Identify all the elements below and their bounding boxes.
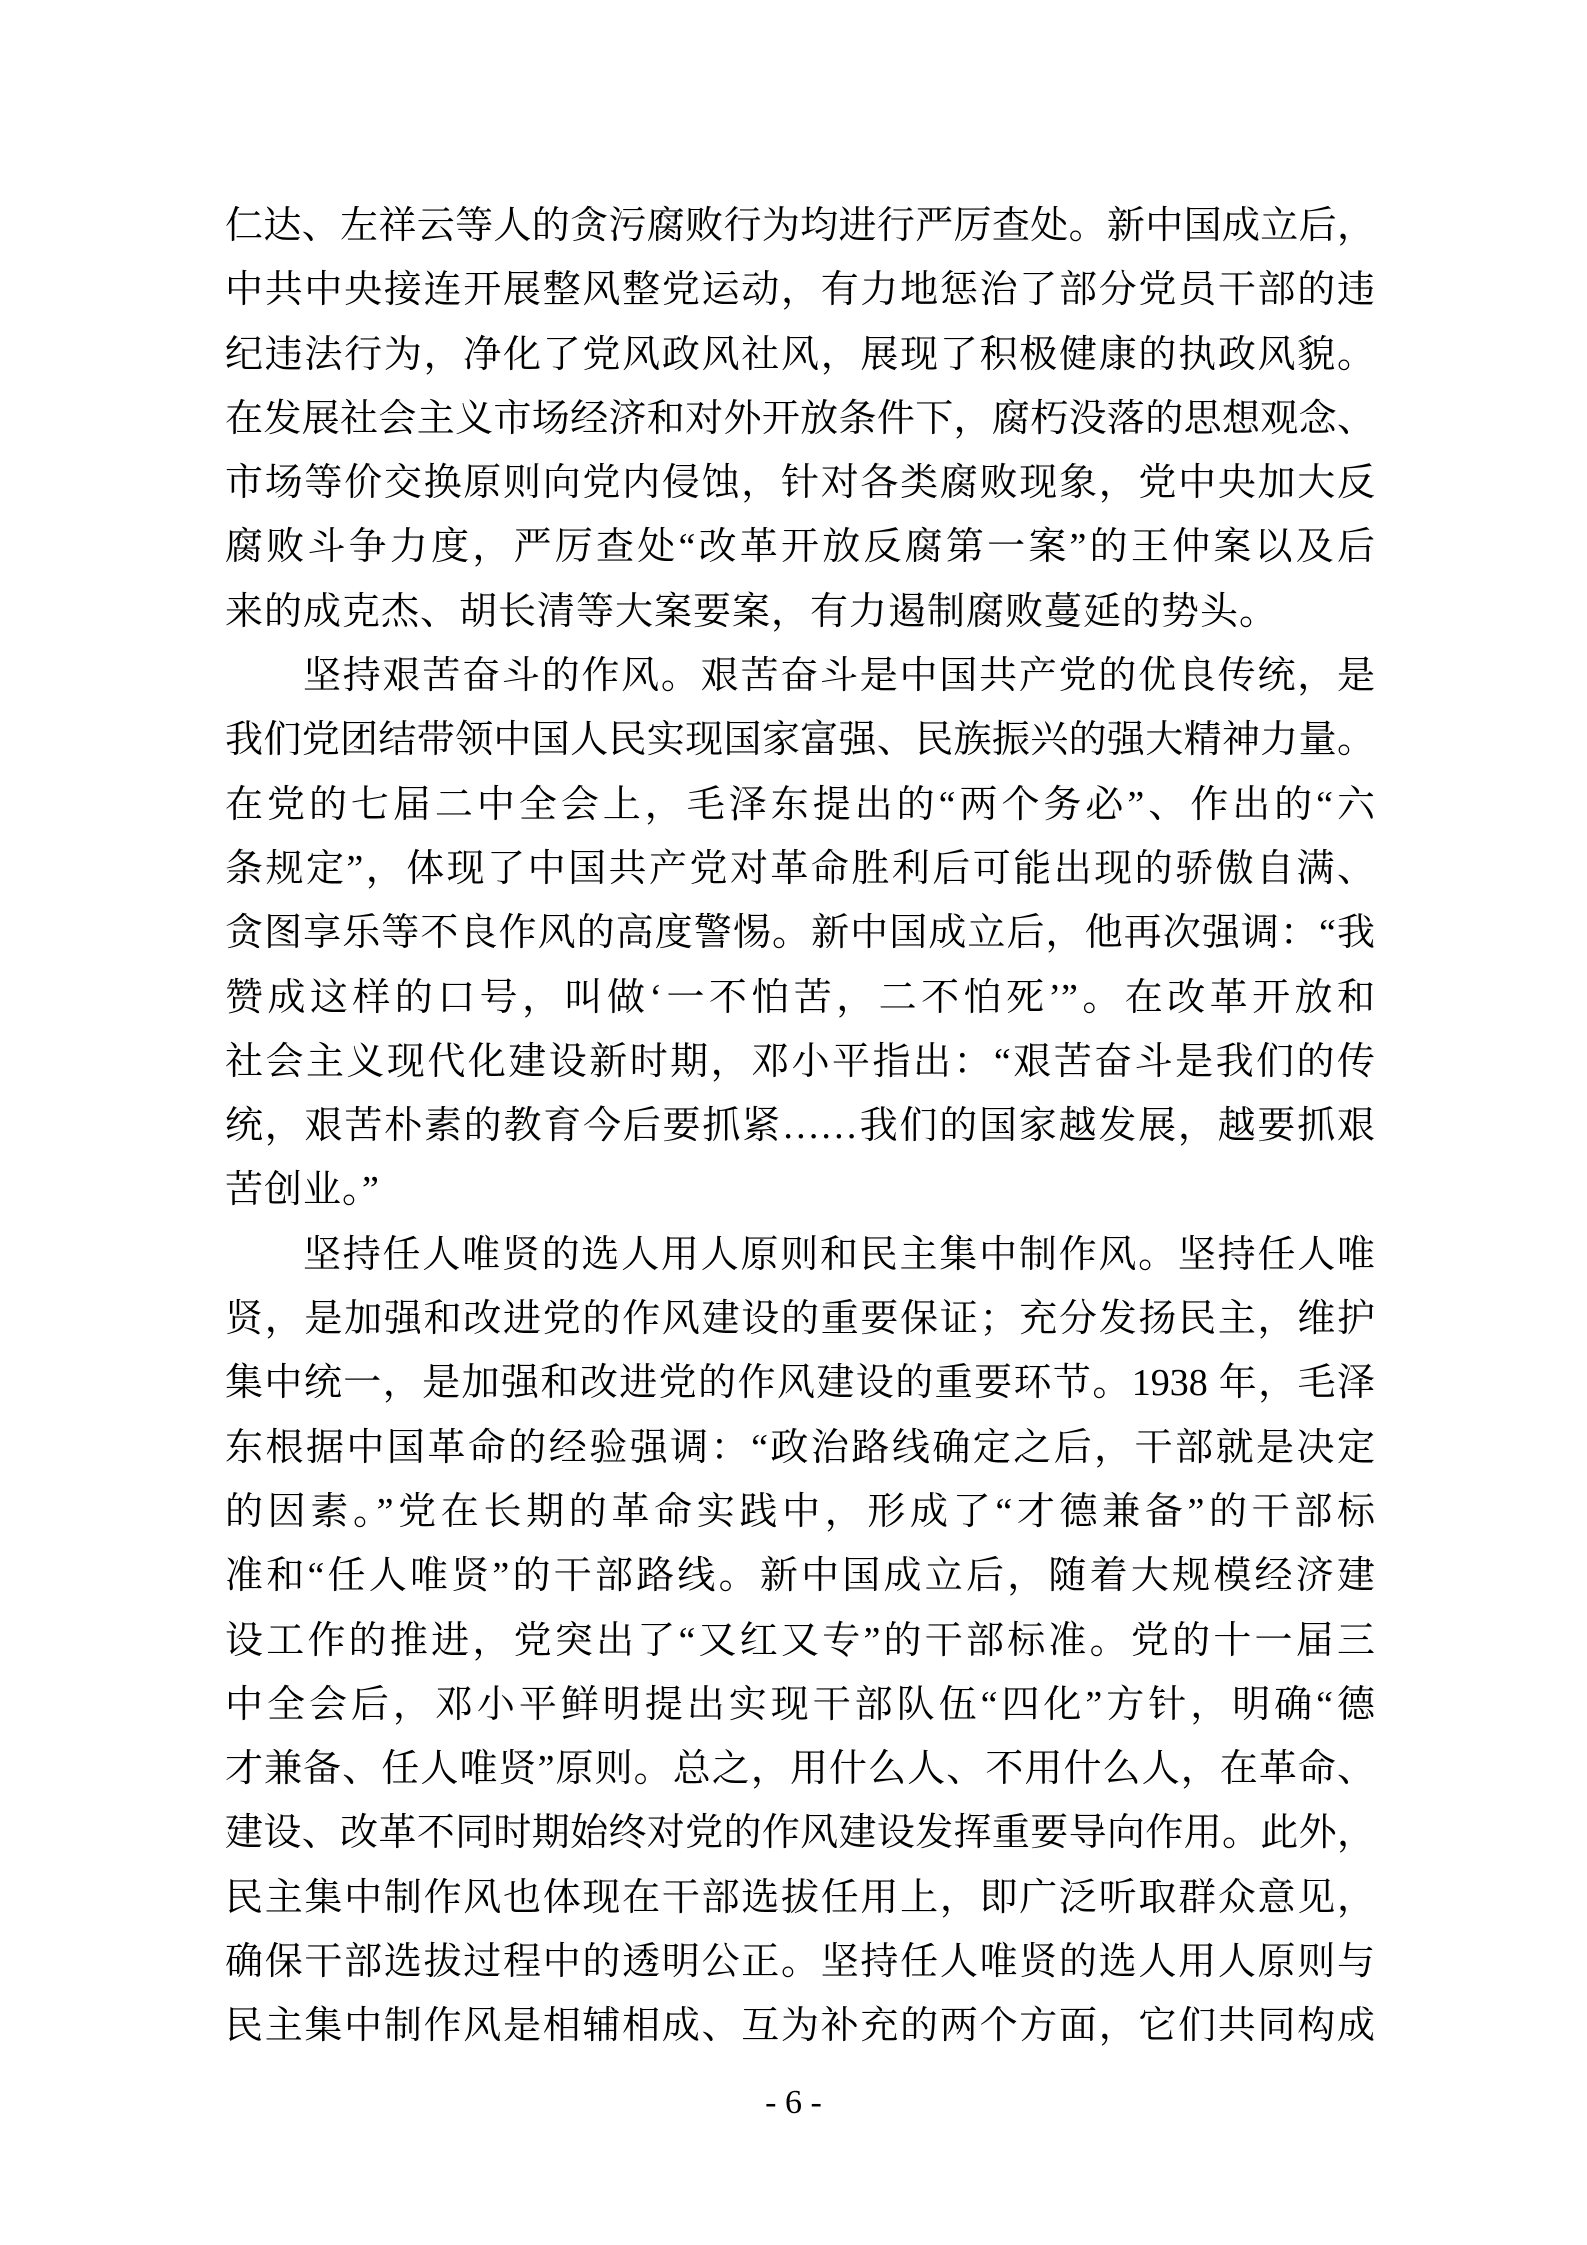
text-line: 中全会后，邓小平鲜明提出实现干部队伍“四化”方针，明确“德 [225,1683,1375,1726]
text-line: 在发展社会主义市场经济和对外开放条件下，腐朽没落的思想观念、 [225,397,1375,440]
text-line: 条规定”，体现了中国共产党对革命胜利后可能出现的骄傲自满、 [225,847,1375,890]
text-line: 贪图享乐等不良作风的高度警惕。新中国成立后，他再次强调：“我 [225,912,1375,955]
text-line: 纪违法行为，净化了党风政风社风，展现了积极健康的执政风貌。 [225,333,1375,376]
text-line: 的因素。”党在长期的革命实践中，形成了“才德兼备”的干部标 [225,1490,1375,1533]
text-line: 苦创业。” [225,1169,380,1212]
text-line: 准和“任人唯贤”的干部路线。新中国成立后，随着大规模经济建 [225,1555,1375,1598]
text-line: 设工作的推进，党突出了“又红又专”的干部标准。党的十一届三 [225,1619,1375,1662]
paragraph [225,194,1375,644]
text-line: 东根据中国革命的经验强调：“政治路线确定之后，干部就是决定 [225,1426,1375,1469]
text-line: 贤，是加强和改进党的作风建设的重要保证；充分发扬民主，维护 [225,1298,1375,1341]
text-line: 民主集中制作风也体现在干部选拔任用上，即广泛听取群众意见， [225,1876,1375,1919]
paragraph [225,644,1375,1223]
text-line: 我们党团结带领中国人民实现国家富强、民族振兴的强大精神力量。 [225,719,1375,762]
text-line: 市场等价交换原则向党内侵蚀，针对各类腐败现象，党中央加大反 [225,462,1375,505]
text-line: 来的成克杰、胡长清等大案要案，有力遏制腐败蔓延的势头。 [225,590,1279,633]
text-line: 仁达、左祥云等人的贪污腐败行为均进行严厉查处。新中国成立后， [225,205,1375,247]
text-line: 中共中央接连开展整风整党运动，有力地惩治了部分党员干部的违 [225,269,1375,312]
document-body [225,194,1375,2059]
paragraph [225,1223,1375,2059]
text-line: 集中统一，是加强和改进党的作风建设的重要环节。1938 年，毛泽 [225,1362,1375,1405]
text-line: 腐败斗争力度，严厉查处“改革开放反腐第一案”的王仲案以及后 [225,526,1375,569]
text-line: 赞成这样的口号，叫做‘一不怕苦，二不怕死’”。在改革开放和 [225,976,1375,1019]
text-line: 确保干部选拔过程中的透明公正。坚持任人唯贤的选人用人原则与 [225,1941,1375,1984]
text-line: 在党的七届二中全会上，毛泽东提出的“两个务必”、作出的“六 [225,783,1375,826]
text-line: 坚持任人唯贤的选人用人原则和民主集中制作风。坚持任人唯 [303,1233,1375,1276]
page-number: - 6 - [765,2084,822,2121]
text-line: 坚持艰苦奋斗的作风。艰苦奋斗是中国共产党的优良传统，是 [303,655,1375,698]
text-line: 统，艰苦朴素的教育今后要抓紧……我们的国家越发展，越要抓艰 [225,1105,1375,1148]
text-line: 建设、改革不同时期始终对党的作风建设发挥重要导向作用。此外， [225,1812,1375,1855]
text-line: 才兼备、任人唯贤”原则。总之，用什么人、不用什么人，在革命、 [225,1748,1375,1791]
text-line: 社会主义现代化建设新时期，邓小平指出：“艰苦奋斗是我们的传 [225,1040,1375,1083]
text-line: 民主集中制作风是相辅相成、互为补充的两个方面，它们共同构成 [225,2005,1375,2048]
